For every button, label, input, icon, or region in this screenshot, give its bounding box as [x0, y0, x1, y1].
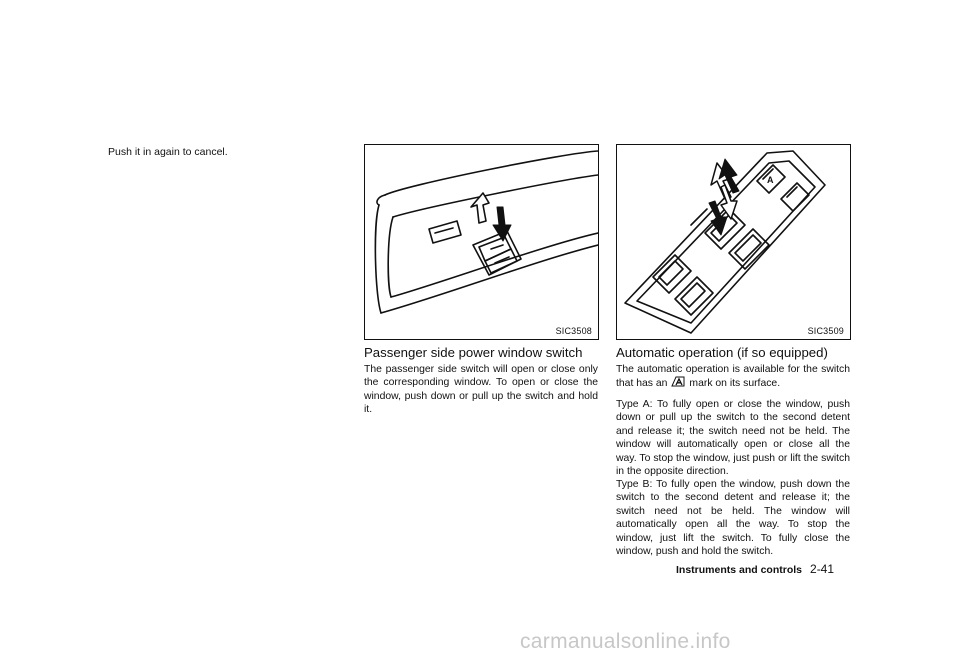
figure-code: SIC3508: [555, 326, 592, 336]
automatic-intro-after: mark on its surface.: [689, 378, 781, 390]
passenger-paragraph: The passenger side switch will open or close only the corresponding window. To open or close the window, push down or pull up the switch and hold it.: [364, 364, 598, 416]
figure-driver-switch-panel: [616, 144, 851, 340]
figure-passenger-switch: [364, 144, 599, 340]
type-a-paragraph: Type A: To fully open or close the window, push down or pull up the switch to the second detent and release it; the switch need not be held. The window will automatically open or close all the way. To stop the window, just push or lift the switch in the opposite direction.: [616, 399, 850, 478]
svg-text:A: A: [767, 175, 774, 185]
page-footer: [676, 560, 834, 578]
page-number: 2-41: [810, 562, 835, 576]
section-heading-passenger: Passenger side power window switch: [364, 345, 583, 360]
section-heading-automatic: Automatic operation (if so equipped): [616, 345, 828, 360]
intro-text: Push it in again to cancel.: [108, 146, 228, 158]
footer-section-title: Instruments and controls: [676, 564, 803, 576]
watermark: carmanualsonline.info: [520, 630, 731, 653]
type-b-paragraph: Type B: To fully open the window, push down the switch to the second detent and release it; the switch need not be held. The window will automatically open all the way. To stop the window, just lift the switch. To fully close the window, push and hold the switch.: [616, 479, 850, 558]
automatic-intro-before: The automatic operation is available for the switch that has an: [616, 364, 850, 390]
figure-code: SIC3509: [807, 326, 844, 336]
auto-a-mark-icon: [671, 376, 685, 387]
passenger-window-switch-illustration: [365, 145, 598, 339]
automatic-intro-paragraph: [616, 363, 850, 391]
driver-window-switch-panel-illustration: [617, 145, 850, 339]
